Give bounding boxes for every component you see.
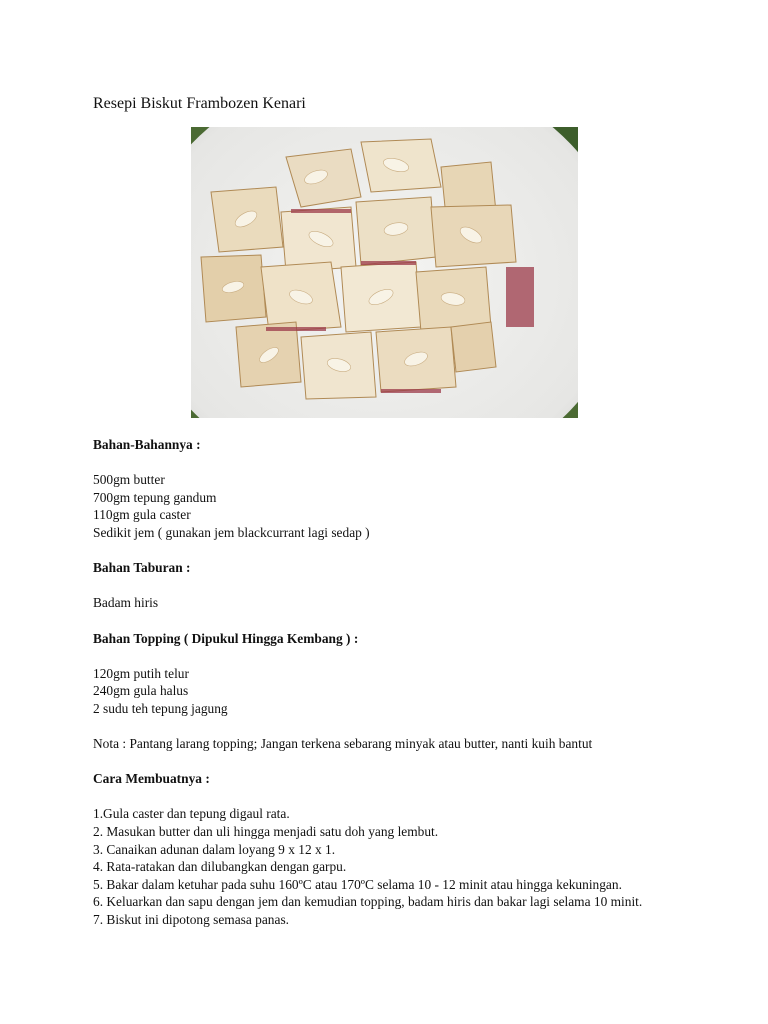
cara-step: 5. Bakar dalam ketuhar pada suhu 160ºC atau 170ºC selama 10 - 12 minit atau hingga kekuningan.: [93, 876, 622, 892]
photo-illustration: [191, 127, 578, 418]
cara-step: 7. Biskut ini dipotong semasa panas.: [93, 912, 290, 928]
recipe-document: [93, 94, 693, 929]
bahan-item: 500gm butter: [93, 472, 165, 488]
topping-item: 2 sudu teh tepung jagung: [93, 700, 228, 716]
cara-heading: Cara Membuatnya :: [93, 771, 210, 787]
biscuit-plate-photo: [191, 127, 578, 418]
topping-item: 120gm putih telur: [93, 665, 189, 681]
page-title: Resepi Biskut Frambozen Kenari: [93, 95, 306, 112]
bahan-item: Sedikit jem ( gunakan jem blackcurrant lagi sedap ): [93, 524, 370, 540]
cara-step: 1.Gula caster dan tepung digaul rata.: [93, 806, 290, 822]
nota-text: Nota : Pantang larang topping; Jangan terkena sebarang minyak atau butter, nanti kuih bantut: [93, 736, 593, 752]
bahan-heading: Bahan-Bahannya :: [93, 437, 201, 452]
bahan-item: 110gm gula caster: [93, 507, 191, 523]
taburan-heading: Bahan Taburan :: [93, 560, 191, 576]
bahan-item: 700gm tepung gandum: [93, 489, 217, 505]
topping-heading: Bahan Topping ( Dipukul Hingga Kembang ) :: [93, 630, 359, 646]
topping-item: 240gm gula halus: [93, 683, 189, 699]
cara-step: 4. Rata-ratakan dan dilubangkan dengan garpu.: [93, 859, 347, 875]
cara-step: 6. Keluarkan dan sapu dengan jem dan kemudian topping, badam hiris dan bakar lagi selama 10 minit.: [93, 894, 643, 910]
cara-step: 3. Canaikan adunan dalam loyang 9 x 12 x 1.: [93, 841, 336, 857]
taburan-item: Badam hiris: [93, 595, 159, 611]
cara-step: 2. Masukan butter dan uli hingga menjadi satu doh yang lembut.: [93, 824, 439, 840]
